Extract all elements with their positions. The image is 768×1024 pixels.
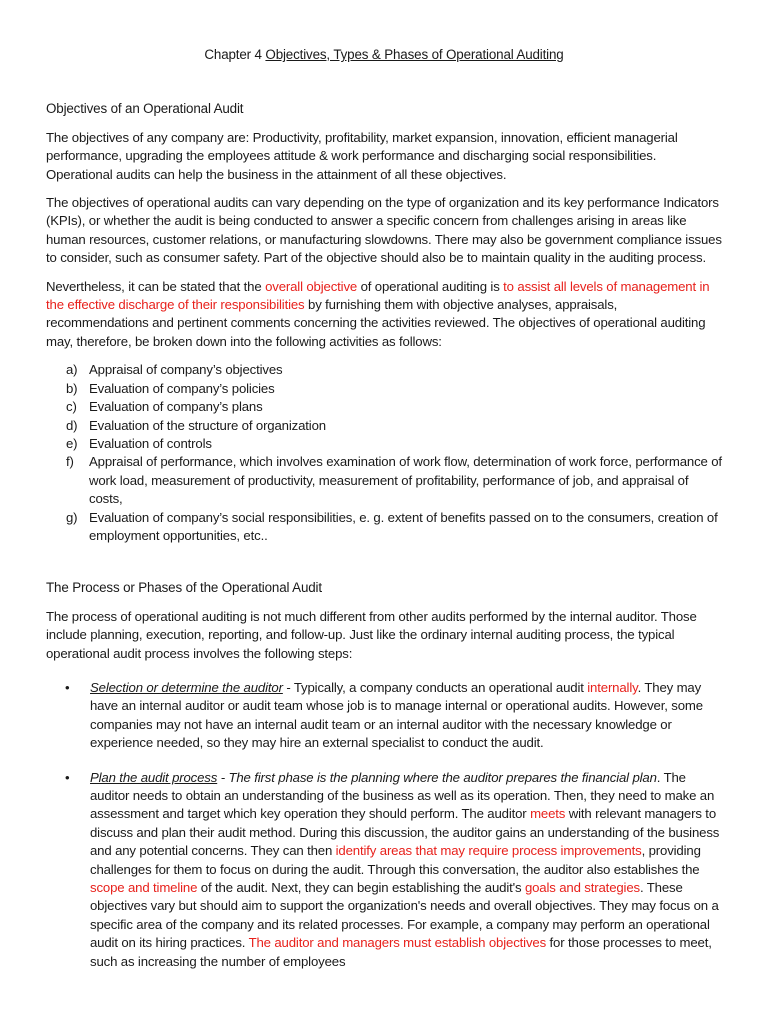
list-item	[66, 435, 722, 453]
list-item-text: Appraisal of performance, which involves examination of work flow, determination of work force, performance of work load, measurement of productivity, measurement of profitability, performance of job, and appraisal of costs,	[89, 454, 722, 507]
objectives-paragraph-1: The objectives of any company are: Productivity, profitability, market expansion, innovation, efficient managerial performance, upgrading the employees attitude & work performance and discharging social responsibilities. Operational audits can help the business in the attainment of all these objectives.	[46, 129, 678, 182]
p3-text-2: of operational auditing is	[357, 278, 504, 294]
process-heading: The Process or Phases of the Operational Audit	[46, 580, 322, 596]
list-item	[66, 398, 722, 416]
p3-highlight-overall-objective: overall objective	[265, 278, 358, 294]
list-marker: b)	[66, 380, 78, 396]
p3-text-1: Nevertheless, it can be stated that the	[46, 278, 266, 294]
step1-highlight-internally: internally	[587, 679, 638, 695]
list-marker: f)	[66, 454, 74, 470]
chapter-prefix: Chapter 4	[204, 47, 266, 62]
list-item-text: Evaluation of company’s policies	[89, 380, 275, 396]
step2-highlight-identify-areas: identify areas that may require process improvements	[335, 843, 642, 859]
page-title	[46, 46, 722, 64]
bullet-icon: •	[65, 679, 70, 695]
process-step-selection	[65, 679, 722, 753]
bullet-icon: •	[65, 769, 70, 785]
step-label-selection: Selection or determine the auditor	[90, 679, 283, 695]
p3-text-3: by furnishing them with objective analyses, appraisals, recommendations and pertinent comments concerning the activities reviewed. The objectives of operational auditing may, therefore, be broken down into the following activities as follows:	[46, 297, 706, 349]
step1-text-1: - Typically, a company conducts an operational audit	[282, 679, 588, 695]
list-item-text: Evaluation of controls	[89, 435, 212, 451]
process-step-plan	[65, 769, 722, 971]
p3-highlight-assist-management: to assist all levels of management in the effective discharge of their responsibilities	[46, 278, 710, 313]
step2-text-4: of the audit. Next, they can begin establishing the audit's	[197, 880, 525, 896]
list-item	[66, 509, 722, 546]
list-marker: e)	[66, 435, 78, 451]
list-item-text: Evaluation of the structure of organization	[89, 417, 326, 433]
step2-text-5: . These objectives vary but should aim to support the organization's needs and overall objectives. They may focus on a specific area of the company and its related processes. For example, a company may perform an operational audit on its hiring practices.	[90, 880, 719, 951]
list-marker: c)	[66, 399, 77, 415]
step2-highlight-meets: meets	[530, 806, 566, 822]
list-item	[66, 361, 722, 379]
step2-text-1: . The auditor needs to obtain an understanding of the business as well as its operation. Then, they need to make an assessment and target which key operation they should perform. The auditor	[90, 769, 715, 822]
step2-highlight-establish-objectives: The auditor and managers must establish objectives	[248, 935, 547, 951]
list-marker: d)	[66, 417, 78, 433]
list-marker: g)	[66, 509, 78, 525]
chapter-title: Objectives, Types & Phases of Operational Auditing	[265, 47, 564, 62]
process-steps-list	[46, 679, 722, 971]
step-label-plan: Plan the audit process	[90, 769, 218, 785]
activities-list	[46, 361, 722, 545]
step2-text-3: , providing challenges for them to focus on during the audit. Through this conversation, the auditor also establishes the	[90, 843, 701, 877]
list-item	[66, 417, 722, 435]
objectives-heading: Objectives of an Operational Audit	[46, 101, 244, 117]
list-marker: a)	[66, 362, 78, 378]
list-item-text: Evaluation of company’s plans	[89, 399, 263, 415]
objectives-paragraph-3	[46, 278, 722, 352]
step2-text-6: for those processes to meet, such as increasing the number of employees	[90, 935, 712, 969]
step2-italic-text: - The first phase is the planning where the auditor prepares the financial plan	[217, 769, 657, 785]
step2-highlight-goals-strategies: goals and strategies	[524, 880, 640, 896]
list-item	[66, 453, 722, 508]
step1-text-2: . They may have an internal auditor or audit team whose job is to manage internal or operational audits. However, some companies may not have an internal audit team or an internal auditor with the necessary knowledge or experience needed, so they may hire an external specialist to conduct the audit.	[90, 679, 703, 751]
list-item	[66, 380, 722, 398]
objectives-paragraph-2: The objectives of operational audits can vary depending on the type of organization and its key performance Indicators (KPIs), or whether the audit is being conducted to answer a specific concern from challenges arising in areas like human resources, customer relations, or manufacturing slowdowns. There may also be government compliance issues to consider, such as consumer safety. Part of the objective should also be to maintain quality in the auditing process.	[46, 195, 722, 266]
list-item-text: Appraisal of company’s objectives	[89, 362, 283, 378]
list-item-text: Evaluation of company’s social responsibilities, e. g. extent of benefits passed on to the consumers, creation of employment opportunities, etc..	[89, 509, 718, 543]
step2-text-2: with relevant managers to discuss and plan their audit method. During this discussion, the auditor gains an understanding of the business and any potential concerns. They can then	[90, 806, 720, 859]
process-intro-paragraph: The process of operational auditing is not much different from other audits performed by the internal auditor. Those include planning, execution, reporting, and follow-up. Just like the ordinary internal auditing process, the typical operational audit process involves the following steps:	[46, 608, 697, 661]
step2-highlight-scope-timeline: scope and timeline	[90, 880, 198, 896]
